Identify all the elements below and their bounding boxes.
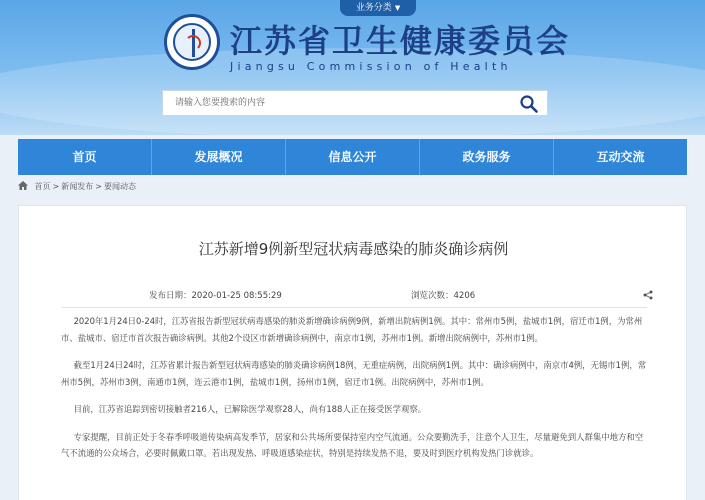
publish-date: 发布日期：2020-01-25 08:55:29 <box>149 291 282 301</box>
article-meta <box>19 289 688 303</box>
site-title[interactable]: 江苏省卫生健康委员会 <box>230 22 571 60</box>
breadcrumb-separator: > <box>52 182 60 191</box>
breadcrumb-home[interactable]: 首页 <box>34 182 51 191</box>
chevron-down-icon: ▼ <box>394 4 401 12</box>
emblem-inner-ring <box>173 23 211 61</box>
nav-item-overview[interactable]: 发展概况 <box>152 139 286 175</box>
nav-item-info-disclosure[interactable]: 信息公开 <box>286 139 420 175</box>
search-box <box>162 90 548 116</box>
breadcrumb <box>18 178 687 196</box>
category-dropdown-label: 业务分类 <box>355 3 392 13</box>
share-icon[interactable] <box>643 290 653 300</box>
category-dropdown[interactable] <box>340 0 416 16</box>
home-icon <box>18 181 28 190</box>
main-nav <box>18 139 687 175</box>
article-paragraph: 截至1月24日24时，江苏省累计报告新型冠状病毒感染的肺炎确诊病例18例，无重症病例，出院病例1例。其中：确诊病例中，南京市4例，无锡市1例，常州市5例，苏州市3例，南通市1例，连云港市1例，盐城市1例，扬州市1例，宿迁市1例。出院病例中，苏州市1例。 <box>61 360 647 387</box>
emblem-snake <box>185 35 201 51</box>
breadcrumb-separator: > <box>95 182 102 191</box>
nav-item-interaction[interactable]: 互动交流 <box>596 150 645 164</box>
breadcrumb-news[interactable]: 新闻发布 <box>61 182 94 191</box>
article-body <box>61 313 649 473</box>
article-paragraph: 目前，江苏省追踪到密切接触者216人，已解除医学观察28人，尚有188人正在接受医学观察。 <box>73 404 427 414</box>
search-icon[interactable] <box>519 94 539 114</box>
site-subtitle: Jiangsu Commission of Health <box>230 60 512 73</box>
article-title: 江苏新增9例新型冠状病毒感染的肺炎确诊病例 <box>198 240 509 258</box>
article-panel <box>18 205 687 500</box>
search-input[interactable] <box>163 91 513 115</box>
article-paragraph: 专家提醒，目前正处于冬春季呼吸道传染病高发季节，居家和公共场所要保持室内空气流通。公众要勤洗手，注意个人卫生，尽量避免到人群集中地方和空气不流通的公众场合，必要时佩戴口罩。若出现发热、呼吸道感染症状，特别是持续发热不退，要及时到医疗机构发热门诊就诊。 <box>61 431 644 458</box>
nav-item-home[interactable]: 首页 <box>18 139 152 175</box>
emblem-logo[interactable] <box>164 14 220 70</box>
view-count: 浏览次数：4206 <box>411 291 476 301</box>
nav-item-gov-services[interactable]: 政务服务 <box>420 139 554 175</box>
article-paragraph: 2020年1月24日0-24时，江苏省报告新型冠状病毒感染的肺炎新增确诊病例9例，新增出院病例1例。其中：常州市5例，盐城市1例，宿迁市1例，为常州市、盐城市、宿迁市首次报告确诊病例。其他2个设区市新增确诊病例中，南京市1例，苏州市1例。新增出院病例中，苏州市1例。 <box>61 316 643 343</box>
breadcrumb-headlines[interactable]: 要闻动态 <box>103 182 136 191</box>
meta-divider <box>61 307 647 308</box>
site-header <box>0 0 705 135</box>
